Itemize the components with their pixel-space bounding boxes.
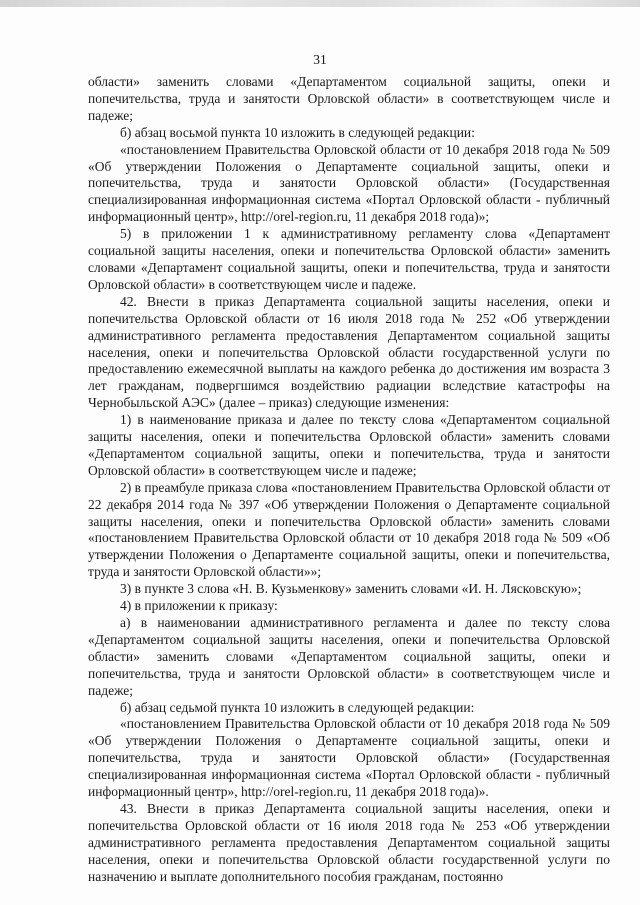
paragraph-item-2: 2) в преамбуле приказа слова «постановлением Правительства Орловской области от 22 декабря 2014 года № 397 «Об утверждении Положения о Департаменте социальной защиты населения, опеки и попечительства Орловской области» заменить словами «постановлением Правительства Орловской области от 10 декабря 2018 года № 509 «Об утверждении Положения о Департаменте социальной защиты, опеки и попечительства, труда и занятости Орловской области»»; [88, 479, 610, 580]
paragraph-item-3: 3) в пункте 3 слова «Н. В. Кузьменкову» заменить словами «И. Н. Лясковскую»; [120, 581, 582, 597]
paragraph-section-43: 43. Внести в приказ Департамента социальной защиты населения, опеки и попечительства Орловской области от 16 июля 2018 года № 253 «Об утверждении административного регламента предоставления Департаментом социальной защиты населения, опеки и попечительства Орловской области государственной услуги по назначению и выплате дополнительного пособия гражданам, постоянно [88, 800, 610, 884]
paragraph-item-5: 5) в приложении 1 к административному регламенту слова «Департамент социальной защиты населения, опеки и попечительства Орловской области» заменить словами «Департамент социальной защиты, опеки и попечительства, труда и занятости Орловской области» в соответствующем числе и падеже. [88, 226, 610, 292]
paragraph-quote-resolution: «постановлением Правительства Орловской области от 10 декабря 2018 года № 509 «Об утверждении Положения о Департаменте социальной защиты, опеки и попечительства, труда и занятости Орловской области» (Государственная специализированная информационная система «Портал Орловской области - публичный информационный центр», http://orel-region.ru, 11 декабря 2018 года)»; [88, 141, 610, 225]
scan-artifact-strip [0, 0, 640, 7]
paragraph-item-a: а) в наименовании административного регламента и далее по тексту слова «Департаментом социальной защиты населения, опеки и попечительства Орловской области» заменить словами «Департаментом социальной защиты, опеки и попечительства, труда и занятости Орловской области» в соответствующем числе и падеже; [88, 615, 610, 698]
paragraph-item-1: 1) в наименование приказа и далее по тексту слова «Департаментом социальной защиты населения, опеки и попечительства Орловской области» заменить словами «Департаментом социальной защиты, опеки и попечительства, труда и занятости Орловской области» в соответствующем числе и падеже; [88, 412, 610, 478]
paragraph-section-42: 42. Внести в приказ Департамента социальной защиты населения, опеки и попечительства Орловской области от 16 июля 2018 года № 252 «Об утверждении административного регламента предоставления Департаментом социальной защиты населения, опеки и попечительства Орловской области государственной услуги по предоставлению ежемесячной выплаты на каждого ребенка до достижения им возраста 3 лет гражданам, подвергшимся воздействию радиации вследствие катастрофы на Чернобыльской АЭС» (далее – приказ) следующие изменения: [88, 293, 610, 411]
document-body [88, 74, 610, 886]
paragraph-quote-resolution-second: «постановлением Правительства Орловской области от 10 декабря 2018 года № 509 «Об утверждении Положения о Департаменте социальной защиты, опеки и попечительства, труда и занятости Орловской области» (Государственная специализированная информационная система «Портал Орловской области - публичный информационный центр», http://orel-region.ru, 11 декабря 2018 года)». [88, 716, 610, 800]
paragraph-continuation: области» заменить словами «Департаментом социальной защиты, опеки и попечительства, труда и занятости Орловской области» в соответствующем числе и падеже; [88, 74, 610, 123]
paragraph-item-b-second: б) абзац седьмой пункта 10 изложить в следующей редакции: [120, 699, 475, 715]
page-number: 31 [313, 52, 327, 67]
paragraph-item-b: б) абзац восьмой пункта 10 изложить в следующей редакции: [120, 124, 475, 140]
paragraph-item-4: 4) в приложении к приказу: [120, 598, 278, 614]
